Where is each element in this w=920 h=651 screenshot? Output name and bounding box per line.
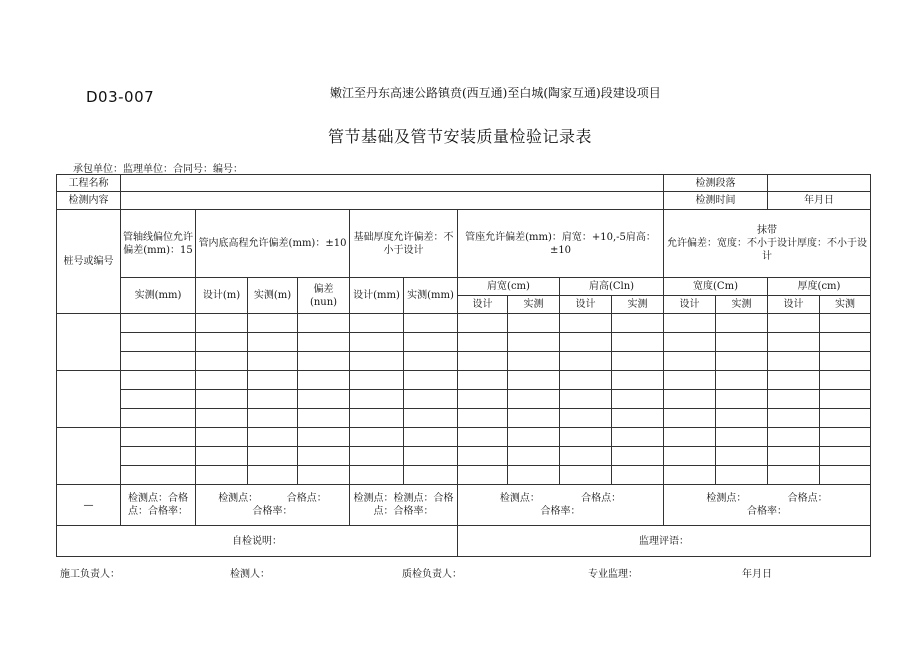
data-cell[interactable] xyxy=(350,390,404,409)
data-cell[interactable] xyxy=(458,447,508,466)
summary-elev-pass: 合格点： xyxy=(286,493,327,504)
data-cell[interactable] xyxy=(121,333,196,352)
data-cell[interactable] xyxy=(196,447,248,466)
data-cell[interactable] xyxy=(350,333,404,352)
self-check-remarks[interactable]: 自检说明： xyxy=(57,526,458,557)
summary-elevation xyxy=(196,485,350,526)
project-name: 嫩江至丹东高速公路镇贲(西互通)至白城(陶家互通)段建设项目 xyxy=(330,86,661,100)
data-cell[interactable] xyxy=(820,333,871,352)
data-cell[interactable] xyxy=(298,333,350,352)
data-cell[interactable] xyxy=(716,466,768,485)
data-cell[interactable] xyxy=(350,409,404,428)
data-cell[interactable] xyxy=(196,390,248,409)
data-cell[interactable] xyxy=(404,428,458,447)
content-label: 检测内容 xyxy=(57,192,121,210)
data-cell[interactable] xyxy=(248,428,298,447)
data-cell[interactable] xyxy=(196,314,248,333)
table-row xyxy=(57,409,871,428)
measured-m-label: 实测(m) xyxy=(248,278,298,314)
data-cell[interactable] xyxy=(404,466,458,485)
data-cell[interactable] xyxy=(196,466,248,485)
data-cell[interactable] xyxy=(458,428,508,447)
table-row xyxy=(57,466,871,485)
data-cell[interactable] xyxy=(248,466,298,485)
bw-design: 设计 xyxy=(664,296,716,314)
bt-measured: 实测 xyxy=(820,296,871,314)
data-cell[interactable] xyxy=(716,447,768,466)
supervisor-remarks[interactable]: 监理评语： xyxy=(458,526,871,557)
summary-dash: — xyxy=(57,485,121,526)
data-cell[interactable] xyxy=(248,371,298,390)
pile-label: 桩号或编号 xyxy=(57,210,121,314)
data-cell[interactable] xyxy=(664,466,716,485)
project-name-label: 工程名称 xyxy=(57,175,121,192)
data-cell[interactable] xyxy=(560,352,612,371)
table-row xyxy=(57,314,871,333)
data-cell[interactable] xyxy=(196,371,248,390)
data-cell[interactable] xyxy=(820,428,871,447)
data-cell[interactable] xyxy=(121,314,196,333)
data-cell[interactable] xyxy=(820,314,871,333)
data-cell[interactable] xyxy=(664,390,716,409)
data-cell[interactable] xyxy=(664,428,716,447)
data-cell[interactable] xyxy=(298,352,350,371)
data-cell[interactable] xyxy=(404,314,458,333)
data-cell[interactable] xyxy=(716,371,768,390)
data-cell[interactable] xyxy=(404,352,458,371)
inspection-table xyxy=(56,174,871,557)
data-cell[interactable] xyxy=(121,352,196,371)
band-header xyxy=(664,210,871,278)
data-cell[interactable] xyxy=(404,371,458,390)
data-cell[interactable] xyxy=(121,428,196,447)
sw-design: 设计 xyxy=(458,296,508,314)
data-cell[interactable] xyxy=(404,333,458,352)
data-cell[interactable] xyxy=(121,466,196,485)
measured-mm-label: 实测(mm) xyxy=(404,278,458,314)
data-cell[interactable] xyxy=(560,390,612,409)
data-cell[interactable] xyxy=(298,314,350,333)
summary-band-rate: 合格率： xyxy=(747,506,787,517)
data-cell[interactable] xyxy=(768,314,820,333)
pile-cell[interactable] xyxy=(57,371,121,428)
data-cell[interactable] xyxy=(716,333,768,352)
data-cell[interactable] xyxy=(121,409,196,428)
data-cell[interactable] xyxy=(768,409,820,428)
data-cell[interactable] xyxy=(664,447,716,466)
data-cell[interactable] xyxy=(560,466,612,485)
data-cell[interactable] xyxy=(612,314,664,333)
table-row xyxy=(57,447,871,466)
data-cell[interactable] xyxy=(248,390,298,409)
summary-seat-pass: 合格点： xyxy=(581,493,622,504)
design-mm-label: 设计(mm) xyxy=(350,278,404,314)
bottom-elevation-header: 管内底高程允许偏差(mm)：±10 xyxy=(196,210,350,278)
summary-axis: 检测点：合格点：合格率： xyxy=(121,485,196,526)
data-cell[interactable] xyxy=(458,352,508,371)
table-row xyxy=(57,352,871,371)
table-row xyxy=(57,333,871,352)
summary-seat-rate: 合格率： xyxy=(540,506,581,517)
footer-inspector: 检测人： xyxy=(230,569,270,580)
data-cell[interactable] xyxy=(664,333,716,352)
data-cell[interactable] xyxy=(716,428,768,447)
data-cell[interactable] xyxy=(664,371,716,390)
data-cell[interactable] xyxy=(350,314,404,333)
data-cell[interactable] xyxy=(458,466,508,485)
data-cell[interactable] xyxy=(248,409,298,428)
data-cell[interactable] xyxy=(560,409,612,428)
band-title: 抹带 xyxy=(757,225,777,236)
data-cell[interactable] xyxy=(508,409,560,428)
sh-measured: 实测 xyxy=(612,296,664,314)
data-cell[interactable] xyxy=(248,314,298,333)
summary-seat xyxy=(458,485,664,526)
data-cell[interactable] xyxy=(820,352,871,371)
data-cell[interactable] xyxy=(298,390,350,409)
data-cell[interactable] xyxy=(768,447,820,466)
shoulder-width-label: 肩宽(cm) xyxy=(458,278,560,296)
data-cell[interactable] xyxy=(716,409,768,428)
data-cell[interactable] xyxy=(612,352,664,371)
data-cell[interactable] xyxy=(716,390,768,409)
summary-band-pass: 合格点： xyxy=(787,493,828,504)
band-tolerance: 允许偏差：宽度：不小于设计厚度：不小于设计 xyxy=(667,238,867,262)
data-cell[interactable] xyxy=(248,447,298,466)
meta-line: 承包单位：监理单位：合同号：编号： xyxy=(73,164,243,175)
data-cell[interactable] xyxy=(768,390,820,409)
data-cell[interactable] xyxy=(458,390,508,409)
data-cell[interactable] xyxy=(508,333,560,352)
data-cell[interactable] xyxy=(820,390,871,409)
data-cell[interactable] xyxy=(404,409,458,428)
summary-band-points: 检测点： xyxy=(706,493,747,504)
data-cell[interactable] xyxy=(196,333,248,352)
data-cell[interactable] xyxy=(196,409,248,428)
data-cell[interactable] xyxy=(612,428,664,447)
data-rows xyxy=(57,314,871,485)
data-cell[interactable] xyxy=(508,466,560,485)
sh-design: 设计 xyxy=(560,296,612,314)
data-cell[interactable] xyxy=(820,447,871,466)
table-row xyxy=(57,371,871,390)
data-cell[interactable] xyxy=(350,428,404,447)
data-cell[interactable] xyxy=(820,371,871,390)
seat-tolerance-header: 管座允许偏差(mm)：肩宽：+10,-5肩高：±10 xyxy=(458,210,664,278)
summary-elev-rate: 合格率： xyxy=(252,506,293,517)
pile-cell[interactable] xyxy=(57,428,121,485)
data-cell[interactable] xyxy=(664,314,716,333)
data-cell[interactable] xyxy=(458,333,508,352)
footer-quality: 质检负责人： xyxy=(402,569,462,580)
data-cell[interactable] xyxy=(768,333,820,352)
data-cell[interactable] xyxy=(612,333,664,352)
data-cell[interactable] xyxy=(458,371,508,390)
summary-seat-points: 检测点： xyxy=(499,493,540,504)
data-cell[interactable] xyxy=(768,466,820,485)
data-cell[interactable] xyxy=(196,428,248,447)
page-title: 管节基础及管节安装质量检验记录表 xyxy=(327,127,592,146)
data-cell[interactable] xyxy=(298,466,350,485)
axis-measured-label: 实测(mm) xyxy=(121,278,196,314)
data-cell[interactable] xyxy=(508,371,560,390)
data-cell[interactable] xyxy=(404,447,458,466)
footer-supervision: 专业监理： xyxy=(588,569,638,580)
data-cell[interactable] xyxy=(560,447,612,466)
data-cell[interactable] xyxy=(298,409,350,428)
data-cell[interactable] xyxy=(350,466,404,485)
data-cell[interactable] xyxy=(121,390,196,409)
data-cell[interactable] xyxy=(350,447,404,466)
data-cell[interactable] xyxy=(458,409,508,428)
data-cell[interactable] xyxy=(612,447,664,466)
data-cell[interactable] xyxy=(508,314,560,333)
data-cell[interactable] xyxy=(508,447,560,466)
table-row xyxy=(57,428,871,447)
data-cell[interactable] xyxy=(664,409,716,428)
table-row xyxy=(57,390,871,409)
data-cell[interactable] xyxy=(560,333,612,352)
data-cell[interactable] xyxy=(768,352,820,371)
deviation-label: 偏差(nun) xyxy=(298,278,350,314)
data-cell[interactable] xyxy=(350,371,404,390)
shoulder-height-label: 肩高(Cln) xyxy=(560,278,664,296)
data-cell[interactable] xyxy=(508,428,560,447)
data-cell[interactable] xyxy=(560,371,612,390)
content-value[interactable] xyxy=(121,192,664,210)
sw-measured: 实测 xyxy=(508,296,560,314)
data-cell[interactable] xyxy=(298,447,350,466)
time-label: 检测时间 xyxy=(664,192,768,210)
data-cell[interactable] xyxy=(560,428,612,447)
time-value: 年月日 xyxy=(768,192,871,210)
project-name-value[interactable] xyxy=(121,175,664,192)
data-cell[interactable] xyxy=(820,409,871,428)
base-thickness-header: 基础厚度允许偏差：不小于设计 xyxy=(350,210,458,278)
data-cell[interactable] xyxy=(664,352,716,371)
data-cell[interactable] xyxy=(716,352,768,371)
section-label: 检测段落 xyxy=(664,175,768,192)
data-cell[interactable] xyxy=(768,371,820,390)
data-cell[interactable] xyxy=(612,409,664,428)
data-cell[interactable] xyxy=(508,352,560,371)
bw-measured: 实测 xyxy=(716,296,768,314)
summary-elev-points: 检测点： xyxy=(218,493,259,504)
data-cell[interactable] xyxy=(248,333,298,352)
summary-base: 检测点：检测点：合格点：合格率： xyxy=(350,485,458,526)
data-cell[interactable] xyxy=(560,314,612,333)
footer-date: 年月日 xyxy=(742,569,772,580)
bt-design: 设计 xyxy=(768,296,820,314)
data-cell[interactable] xyxy=(612,466,664,485)
design-m-label: 设计(m) xyxy=(196,278,248,314)
data-cell[interactable] xyxy=(768,428,820,447)
footer-construction: 施工负责人： xyxy=(60,569,120,580)
form-code: D03-007 xyxy=(86,88,155,106)
summary-band xyxy=(664,485,871,526)
data-cell[interactable] xyxy=(508,390,560,409)
data-cell[interactable] xyxy=(458,314,508,333)
band-thickness-label: 厚度(cm) xyxy=(768,278,871,296)
data-cell[interactable] xyxy=(612,390,664,409)
data-cell[interactable] xyxy=(196,352,248,371)
data-cell[interactable] xyxy=(298,428,350,447)
data-cell[interactable] xyxy=(298,371,350,390)
axis-tolerance: 管轴线偏位允许偏差(mm)：15 xyxy=(121,210,196,278)
pile-cell[interactable] xyxy=(57,314,121,371)
data-cell[interactable] xyxy=(121,371,196,390)
data-cell[interactable] xyxy=(404,390,458,409)
data-cell[interactable] xyxy=(350,352,404,371)
data-cell[interactable] xyxy=(248,352,298,371)
band-width-label: 宽度(Cm) xyxy=(664,278,768,296)
data-cell[interactable] xyxy=(820,466,871,485)
data-cell[interactable] xyxy=(612,371,664,390)
data-cell[interactable] xyxy=(121,447,196,466)
data-cell[interactable] xyxy=(716,314,768,333)
section-value[interactable] xyxy=(768,175,871,192)
